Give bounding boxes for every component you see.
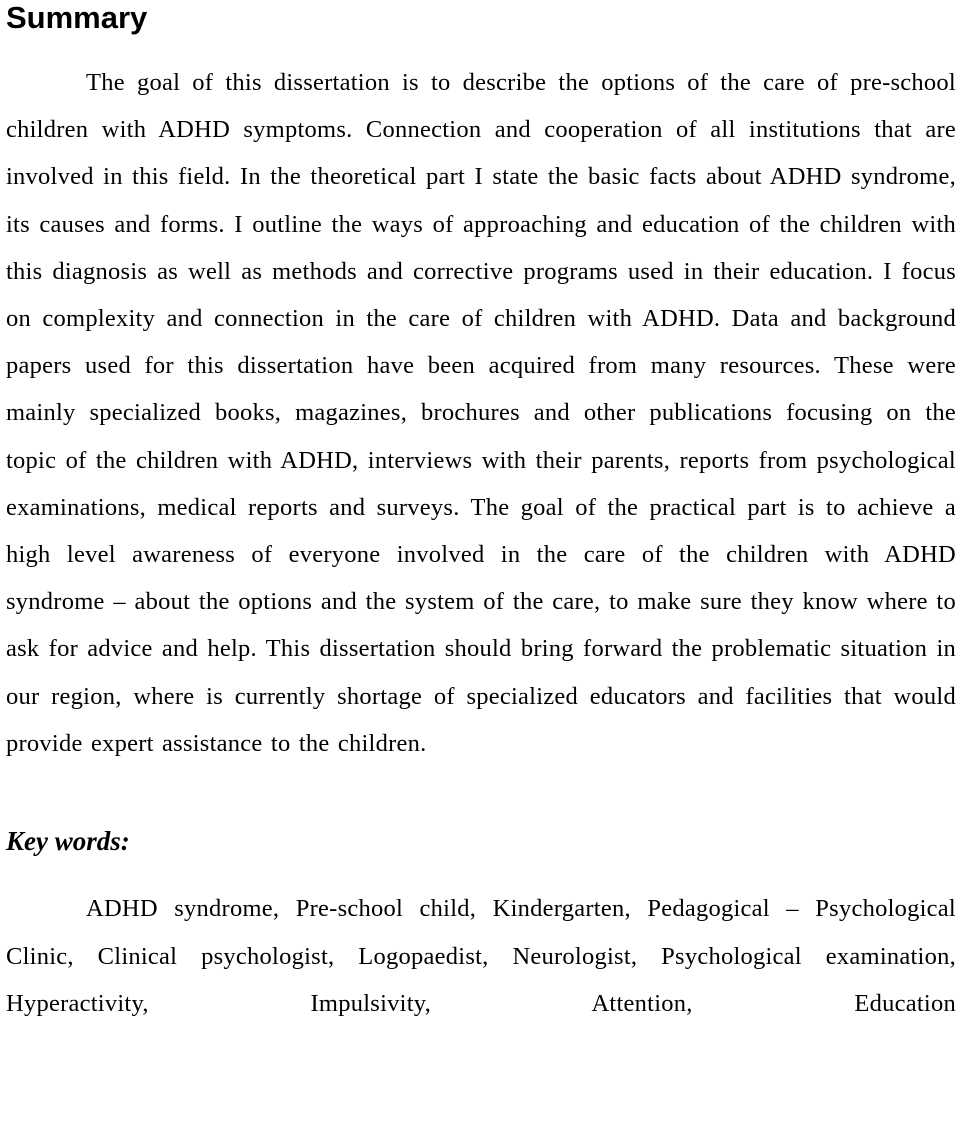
keywords-list: ADHD syndrome, Pre-school child, Kindergarten, Pedagogical – Psychological Clinic, Clinical psychologist, Logopaedist, Neurologist, Psychological examination, Hyperactivity, Impulsivity, Attention, Education (6, 895, 956, 1018)
summary-heading: Summary (6, 0, 148, 35)
keywords-heading: Key words: (6, 826, 130, 857)
summary-paragraph: The goal of this dissertation is to describe the options of the care of pre-school children with ADHD symptoms. Connection and cooperation of all institutions that are involved in this field. In the theoretical part I state the basic facts about ADHD syndrome, its causes and forms. I outline the ways of approaching and education of the children with this diagnosis as well as methods and corrective programs used in their education. I focus on complexity and connection in the care of children with ADHD. Data and background papers used for this dissertation have been acquired from many resources. These were mainly specialized books, magazines, brochures and other publications focusing on the topic of the children with ADHD, interviews with their parents, reports from psychological examinations, medical reports and surveys. The goal of the practical part is to achieve a high level awareness of everyone involved in the care of the children with ADHD syndrome – about the options and the system of the care, to make sure they know where to ask for advice and help. This dissertation should bring forward the problematic situation in our region, where is currently shortage of specialized educators and facilities that would provide expert assistance to the children. (6, 69, 956, 757)
document-page (6, 0, 956, 1028)
